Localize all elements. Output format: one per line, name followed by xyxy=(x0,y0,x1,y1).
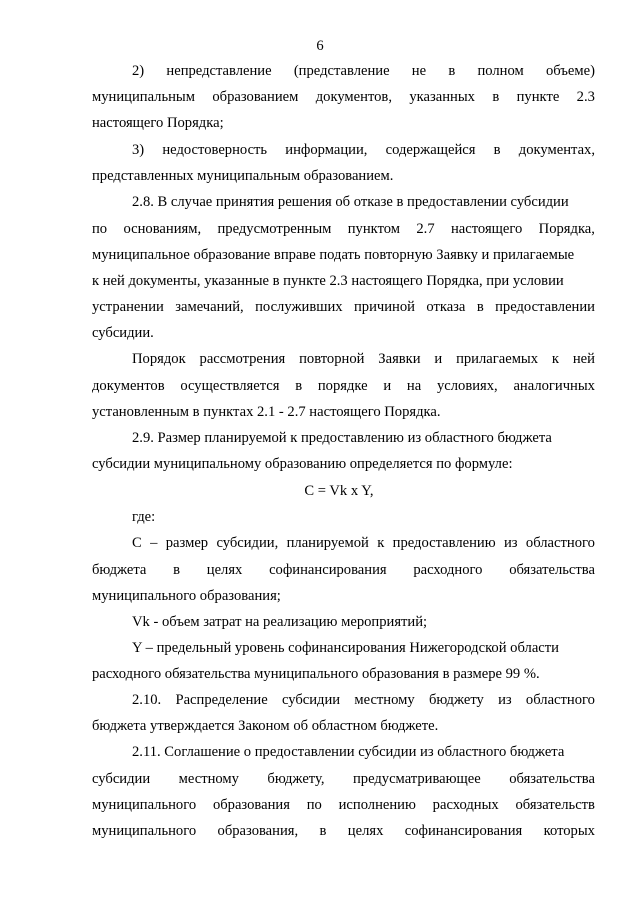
word: и xyxy=(383,378,392,394)
word: рассмотрения xyxy=(199,351,286,367)
word: пунктом xyxy=(347,221,401,237)
word: предусмотренным xyxy=(217,221,332,237)
word: субсидии xyxy=(281,692,341,708)
word: в xyxy=(476,299,484,315)
word: субсидии, xyxy=(216,535,279,551)
word: устранении xyxy=(92,299,164,315)
word: настоящего xyxy=(450,221,523,237)
page-number: 6 xyxy=(316,38,324,54)
text-line xyxy=(92,822,595,840)
word: аналогичных xyxy=(513,378,595,394)
word: в xyxy=(319,823,327,839)
word: документов, xyxy=(315,89,392,105)
word: в xyxy=(173,562,181,578)
word: бюджету, xyxy=(267,771,325,787)
word: бюджета xyxy=(92,562,147,578)
text-line: представленных муниципальным образованием. xyxy=(92,168,394,184)
text-line: расходного обязательства муниципального образования в размере 99 %. xyxy=(92,666,540,682)
word: областного xyxy=(525,692,595,708)
word: в xyxy=(493,142,501,158)
word: повторной xyxy=(299,351,365,367)
text-line xyxy=(92,796,595,814)
word: расходного xyxy=(413,562,483,578)
word: бюджету xyxy=(428,692,484,708)
text-line: 2.11. Соглашение о предоставлении субсидии из областного бюджета xyxy=(132,744,565,760)
word: не xyxy=(411,63,427,79)
text-line: настоящего Порядка; xyxy=(92,115,224,131)
word: обязательств xyxy=(515,797,595,813)
word: муниципального xyxy=(92,797,197,813)
word: основаниям, xyxy=(123,221,202,237)
text-line xyxy=(92,220,595,238)
word: местному xyxy=(178,771,239,787)
word: в xyxy=(448,63,456,79)
word: документах, xyxy=(518,142,595,158)
word: из xyxy=(498,692,512,708)
word: обязательства xyxy=(509,771,595,787)
word: прилагаемых xyxy=(456,351,539,367)
text-line: Vk - объем затрат на реализацию мероприятий; xyxy=(132,614,428,630)
word: субсидии xyxy=(92,771,151,787)
text-line: где: xyxy=(132,509,156,525)
text-line: C = Vk x Y, xyxy=(304,483,374,499)
text-line: субсидии. xyxy=(92,325,154,341)
word: по xyxy=(92,221,108,237)
word: C xyxy=(132,535,142,551)
word: Порядка, xyxy=(538,221,595,237)
word: в xyxy=(295,378,303,394)
word: послуживших xyxy=(255,299,343,315)
text-line: муниципального образования; xyxy=(92,588,281,604)
word: 2) xyxy=(132,63,145,79)
word: причиной xyxy=(353,299,415,315)
text-line: бюджета утверждается Законом об областном бюджете. xyxy=(92,718,439,734)
word: целях xyxy=(347,823,384,839)
text-line xyxy=(92,298,595,316)
word: софинансирования xyxy=(269,562,387,578)
word: 2.3 xyxy=(576,89,595,105)
word: муниципального xyxy=(92,823,197,839)
text-line xyxy=(92,88,595,106)
word: объеме) xyxy=(545,63,595,79)
word: по xyxy=(306,797,322,813)
word: Заявки xyxy=(378,351,421,367)
word: из xyxy=(503,535,518,551)
text-line xyxy=(92,770,595,788)
text-line xyxy=(132,691,595,709)
word: документов xyxy=(92,378,165,394)
word: планируемой xyxy=(286,535,369,551)
word: в xyxy=(492,89,500,105)
word: полном xyxy=(477,63,524,79)
word: – xyxy=(150,535,158,551)
word: содержащейся xyxy=(385,142,476,158)
word: 3) xyxy=(132,142,145,158)
text-line xyxy=(132,141,595,159)
word: софинансирования xyxy=(404,823,523,839)
word: недостоверность xyxy=(162,142,268,158)
text-line: 2.8. В случае принятия решения об отказе в предоставлении субсидии xyxy=(132,194,569,210)
text-line: субсидии муниципальному образованию определяется по формуле: xyxy=(92,456,513,472)
word: расходных xyxy=(432,797,499,813)
word: образованием xyxy=(212,89,299,105)
word: предоставлении xyxy=(495,299,595,315)
text-line xyxy=(132,62,595,80)
word: (представление xyxy=(293,63,390,79)
word: условиях, xyxy=(436,378,498,394)
word: муниципальным xyxy=(92,89,195,105)
word: осуществляется xyxy=(180,378,280,394)
word: непредставление xyxy=(166,63,272,79)
text-line xyxy=(92,561,595,579)
word: на xyxy=(406,378,422,394)
word: 2.10. xyxy=(132,692,162,708)
word: и xyxy=(434,351,443,367)
word: предоставлению xyxy=(392,535,496,551)
word: которых xyxy=(543,823,595,839)
word: пункте xyxy=(516,89,560,105)
word: указанных xyxy=(409,89,475,105)
word: обязательства xyxy=(509,562,595,578)
word: 2.7 xyxy=(416,221,435,237)
word: местному xyxy=(354,692,415,708)
word: отказа xyxy=(426,299,466,315)
text-line: Y – предельный уровень софинансирования Нижегородской области xyxy=(132,640,559,656)
word: образования, xyxy=(217,823,299,839)
word: порядке xyxy=(317,378,368,394)
word: образования xyxy=(212,797,290,813)
word: размер xyxy=(165,535,209,551)
text-line: к ней документы, указанные в пункте 2.3 настоящего Порядка, при условии xyxy=(92,273,564,289)
text-line: установленным в пунктах 2.1 - 2.7 настоящего Порядка. xyxy=(92,404,441,420)
word: ней xyxy=(572,351,595,367)
word: Порядок xyxy=(132,351,186,367)
text-line xyxy=(132,350,595,368)
text-line: муниципальное образование вправе подать повторную Заявку и прилагаемые xyxy=(92,247,575,263)
text-line: 2.9. Размер планируемой к предоставлению из областного бюджета xyxy=(132,430,552,446)
word: к xyxy=(551,351,559,367)
word: Распределение xyxy=(175,692,268,708)
word: областного xyxy=(525,535,595,551)
text-line xyxy=(92,377,595,395)
word: предусматривающее xyxy=(352,771,481,787)
text-line xyxy=(132,534,595,552)
word: замечаний, xyxy=(175,299,244,315)
word: целях xyxy=(206,562,243,578)
word: к xyxy=(377,535,385,551)
word: информации, xyxy=(285,142,368,158)
word: исполнению xyxy=(338,797,416,813)
